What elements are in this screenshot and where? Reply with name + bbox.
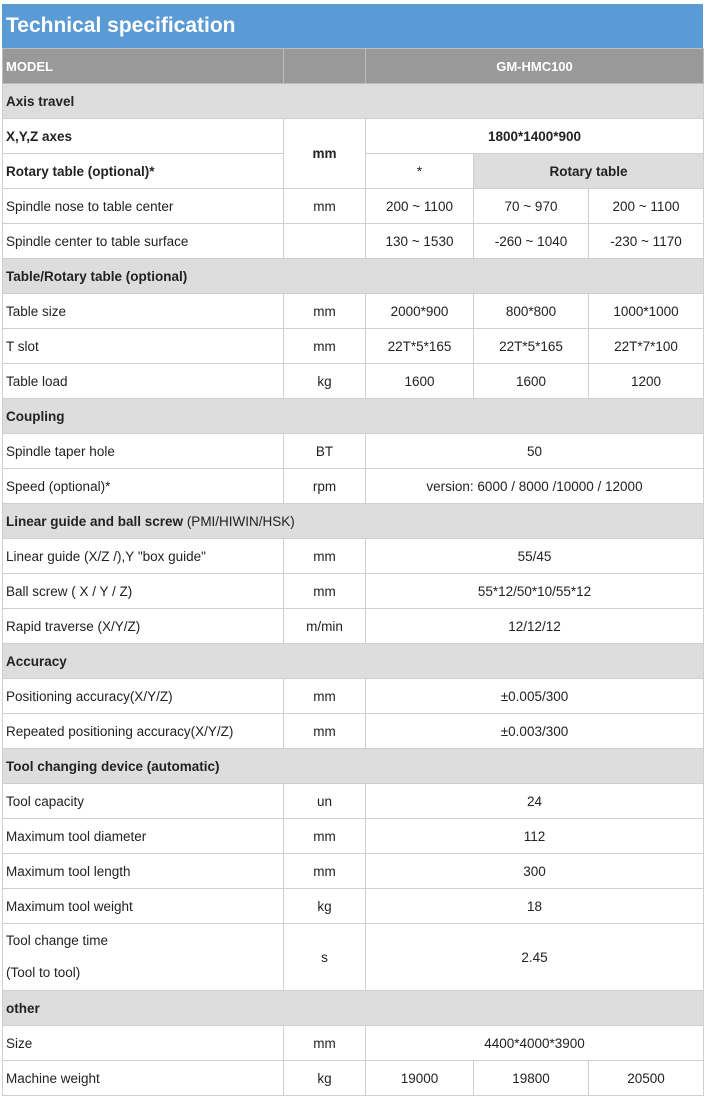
row-unit: mm [284, 714, 366, 749]
table-row [3, 924, 704, 991]
row-value: 2000*900 [366, 294, 474, 329]
row-unit: mm [284, 819, 366, 854]
row-value: 800*800 [474, 294, 589, 329]
row-unit: mm [284, 854, 366, 889]
row-unit: s [284, 924, 366, 991]
row-unit: kg [284, 889, 366, 924]
row-label: Table size [3, 294, 284, 329]
row-value: 200 ~ 1100 [589, 189, 704, 224]
table-row [3, 609, 704, 644]
row-label: Rotary table (optional)* [3, 154, 284, 189]
row-unit: m/min [284, 609, 366, 644]
row-value: 22T*7*100 [589, 329, 704, 364]
table-row [3, 539, 704, 574]
table-row [3, 119, 704, 154]
row-unit: mm [284, 679, 366, 714]
page-title: Technical specification [2, 4, 703, 48]
table-row [3, 434, 704, 469]
model-label: MODEL [3, 49, 284, 84]
row-label: X,Y,Z axes [3, 119, 284, 154]
row-value: 24 [366, 784, 704, 819]
row-value: 70 ~ 970 [474, 189, 589, 224]
row-label: Maximum tool weight [3, 889, 284, 924]
row-value: 55/45 [366, 539, 704, 574]
row-label: Rapid traverse (X/Y/Z) [3, 609, 284, 644]
row-value: 55*12/50*10/55*12 [366, 574, 704, 609]
row-unit: mm [284, 539, 366, 574]
row-label-line2: (Tool to tool) [6, 965, 81, 980]
row-unit: mm [284, 189, 366, 224]
row-value: 1600 [366, 364, 474, 399]
table-row [3, 1026, 704, 1061]
table-row [3, 1061, 704, 1096]
table-row [3, 224, 704, 259]
row-value: 4400*4000*3900 [366, 1026, 704, 1061]
table-row [3, 189, 704, 224]
section-accuracy: Accuracy [3, 644, 704, 679]
row-value: ±0.005/300 [366, 679, 704, 714]
row-label [3, 924, 284, 991]
row-unit: mm [284, 574, 366, 609]
row-value: 50 [366, 434, 704, 469]
table-row [3, 329, 704, 364]
row-value: -260 ~ 1040 [474, 224, 589, 259]
section-table: Table/Rotary table (optional) [3, 259, 704, 294]
table-row [3, 469, 704, 504]
row-label: Maximum tool diameter [3, 819, 284, 854]
row-unit [284, 224, 366, 259]
row-label: Tool capacity [3, 784, 284, 819]
table-row [3, 854, 704, 889]
row-value: 1800*1400*900 [366, 119, 704, 154]
row-label: Repeated positioning accuracy(X/Y/Z) [3, 714, 284, 749]
row-label: Spindle taper hole [3, 434, 284, 469]
row-value: 130 ~ 1530 [366, 224, 474, 259]
row-value: 20500 [589, 1061, 704, 1096]
section-linear-guide [3, 504, 704, 539]
row-label: Spindle nose to table center [3, 189, 284, 224]
row-value: 19800 [474, 1061, 589, 1096]
row-value: version: 6000 / 8000 /10000 / 12000 [366, 469, 704, 504]
row-unit: rpm [284, 469, 366, 504]
row-value: 112 [366, 819, 704, 854]
row-label: T slot [3, 329, 284, 364]
table-row [3, 819, 704, 854]
row-unit: kg [284, 364, 366, 399]
rotary-table-header: Rotary table [474, 154, 704, 189]
table-row [3, 784, 704, 819]
row-label: Speed (optional)* [3, 469, 284, 504]
row-label: Ball screw ( X / Y / Z) [3, 574, 284, 609]
row-unit: mm [284, 119, 366, 189]
row-label: Maximum tool length [3, 854, 284, 889]
row-unit: kg [284, 1061, 366, 1096]
table-row [3, 574, 704, 609]
section-linear-suffix: (PMI/HIWIN/HSK) [183, 513, 295, 529]
spec-table [2, 48, 704, 1096]
row-value: 1200 [589, 364, 704, 399]
row-value: * [366, 154, 474, 189]
section-other: other [3, 991, 704, 1026]
row-unit: BT [284, 434, 366, 469]
row-value: 18 [366, 889, 704, 924]
row-unit: mm [284, 329, 366, 364]
section-axis-travel: Axis travel [3, 84, 704, 119]
row-label: Linear guide (X/Z /),Y "box guide" [3, 539, 284, 574]
row-label: Size [3, 1026, 284, 1061]
row-unit: mm [284, 1026, 366, 1061]
row-value: 200 ~ 1100 [366, 189, 474, 224]
row-unit: un [284, 784, 366, 819]
model-value: GM-HMC100 [366, 49, 704, 84]
section-linear-title: Linear guide and ball screw [6, 513, 184, 529]
row-value: 19000 [366, 1061, 474, 1096]
table-row [3, 714, 704, 749]
row-value: 22T*5*165 [474, 329, 589, 364]
row-unit: mm [284, 294, 366, 329]
table-row [3, 294, 704, 329]
row-label: Table load [3, 364, 284, 399]
row-value: 1600 [474, 364, 589, 399]
table-row [3, 364, 704, 399]
row-label: Positioning accuracy(X/Y/Z) [3, 679, 284, 714]
row-value: 2.45 [366, 924, 704, 991]
row-value: 22T*5*165 [366, 329, 474, 364]
row-value: 300 [366, 854, 704, 889]
model-unit-cell [284, 49, 366, 84]
section-tool-changing: Tool changing device (automatic) [3, 749, 704, 784]
model-row [3, 49, 704, 84]
table-row [3, 679, 704, 714]
row-value: -230 ~ 1170 [589, 224, 704, 259]
row-label: Machine weight [3, 1061, 284, 1096]
table-row [3, 889, 704, 924]
row-value: ±0.003/300 [366, 714, 704, 749]
row-label-line1: Tool change time [6, 933, 109, 948]
row-value: 12/12/12 [366, 609, 704, 644]
row-value: 1000*1000 [589, 294, 704, 329]
section-coupling: Coupling [3, 399, 704, 434]
row-label: Spindle center to table surface [3, 224, 284, 259]
